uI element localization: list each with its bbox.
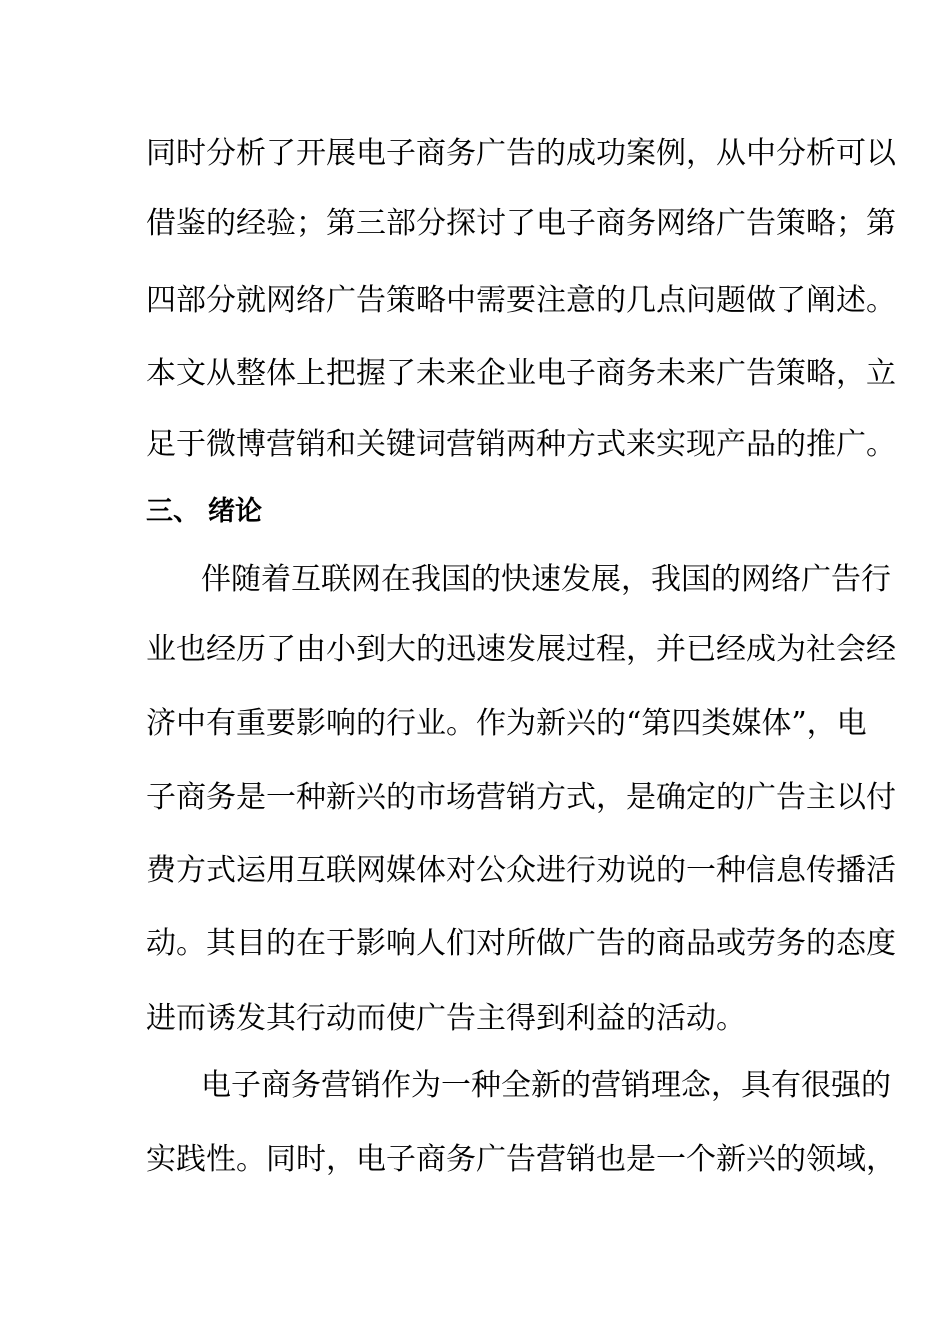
text-line: 进而诱发其行动而使广告主得到利益的活动。 xyxy=(146,1001,746,1036)
text-line: 费方式运用互联网媒体对公众进行劝说的一种信息传播活 xyxy=(146,853,896,888)
text-line: 电子商务营销作为一种全新的营销理念，具有很强的 xyxy=(201,1068,891,1103)
text-line: 借鉴的经验；第三部分探讨了电子商务网络广告策略；第 xyxy=(146,206,896,241)
text-line: 本文从整体上把握了未来企业电子商务未来广告策略，立 xyxy=(146,356,896,391)
text-line: 伴随着互联网在我国的快速发展，我国的网络广告行 xyxy=(201,562,891,597)
text-line: 动。其目的在于影响人们对所做广告的商品或劳务的态度 xyxy=(146,926,896,961)
text-line: 同时分析了开展电子商务广告的成功案例，从中分析可以 xyxy=(146,136,896,171)
section-heading xyxy=(146,492,262,532)
text-line: 业也经历了由小到大的迅速发展过程，并已经成为社会经 xyxy=(146,632,896,667)
section-number: 三、 xyxy=(146,496,200,527)
text-line: 四部分就网络广告策略中需要注意的几点问题做了阐述。 xyxy=(146,283,896,318)
text-line: 济中有重要影响的行业。作为新兴的“第四类媒体”，电 xyxy=(146,706,867,741)
text-line: 足于微博营销和关键词营销两种方式来实现产品的推广。 xyxy=(146,427,896,462)
text-line: 实践性。同时，电子商务广告营销也是一个新兴的领域， xyxy=(146,1142,896,1177)
section-title: 绪论 xyxy=(208,496,262,527)
text-line: 子商务是一种新兴的市场营销方式，是确定的广告主以付 xyxy=(146,780,896,815)
